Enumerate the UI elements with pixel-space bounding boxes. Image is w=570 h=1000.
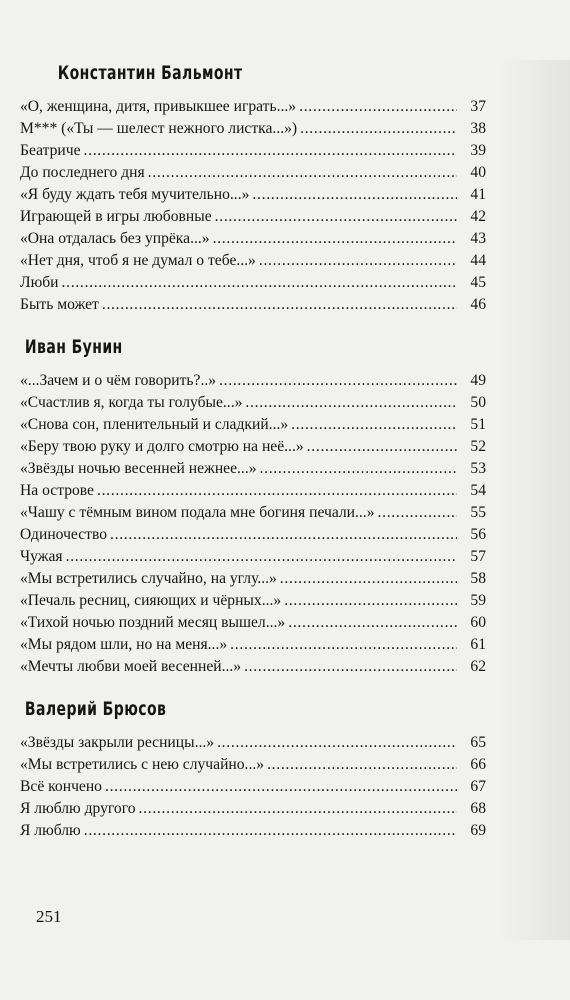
- dot-leader: [215, 206, 457, 228]
- entry-title: Я люблю: [20, 822, 81, 839]
- dot-leader: [84, 820, 457, 842]
- entry-page: 50: [470, 394, 486, 411]
- toc-entry[interactable]: [20, 414, 486, 436]
- entry-page: 61: [470, 636, 486, 653]
- entry-page: 60: [470, 614, 486, 631]
- entry-title: «Счастлив я, когда ты голубые...»: [20, 394, 243, 411]
- entry-title: М*** («Ты — шелест нежного листка...»): [20, 120, 298, 137]
- dot-leader: [260, 458, 457, 480]
- toc-entry[interactable]: [20, 568, 486, 590]
- page-number: 251: [36, 907, 62, 926]
- entry-title: «Звёзды закрыли ресницы...»: [20, 734, 215, 751]
- entry-title: Чужая: [20, 548, 63, 565]
- entry-title: На острове: [20, 482, 94, 499]
- entry-page: 62: [470, 658, 486, 675]
- author-heading: Валерий Брюсов: [24, 698, 167, 720]
- toc-entry[interactable]: [20, 798, 486, 820]
- entry-title: Люби: [20, 274, 59, 291]
- toc-entry[interactable]: [20, 634, 486, 656]
- toc-entry[interactable]: [20, 118, 486, 140]
- entry-page: 52: [470, 438, 486, 455]
- toc-entry[interactable]: [20, 96, 486, 118]
- entry-title: «Мы рядом шли, но на меня...»: [20, 636, 228, 653]
- author-heading: Иван Бунин: [24, 336, 123, 358]
- dot-leader: [139, 798, 457, 820]
- toc-list: [20, 96, 486, 316]
- dot-leader: [110, 524, 457, 546]
- dot-leader: [105, 776, 457, 798]
- toc-entry[interactable]: [20, 524, 486, 546]
- dot-leader: [230, 634, 457, 656]
- entry-page: 44: [470, 252, 486, 269]
- entry-title: «Я буду ждать тебя мучительно...»: [20, 186, 250, 203]
- entry-title: Всё кончено: [20, 778, 102, 795]
- entry-page: 55: [470, 504, 486, 521]
- entry-title: «Печаль ресниц, сияющих и чёрных...»: [20, 592, 282, 609]
- toc-entry[interactable]: [20, 590, 486, 612]
- toc-entry[interactable]: [20, 206, 486, 228]
- toc-list: [20, 370, 486, 678]
- dot-leader: [259, 250, 457, 272]
- entry-page: 65: [470, 734, 486, 751]
- entry-page: 57: [470, 548, 486, 565]
- entry-title: «Мечты любви моей весенней...»: [20, 658, 242, 675]
- toc-entry[interactable]: [20, 480, 486, 502]
- entry-page: 38: [470, 120, 486, 137]
- entry-page: 41: [470, 186, 486, 203]
- dot-leader: [378, 502, 458, 524]
- entry-title: «Нет дня, чтоб я не думал о тебе...»: [20, 252, 256, 269]
- entry-page: 58: [470, 570, 486, 587]
- dot-leader: [62, 272, 457, 294]
- dot-leader: [219, 370, 457, 392]
- toc-entry[interactable]: [20, 776, 486, 798]
- entry-page: 45: [470, 274, 486, 291]
- entry-title: «...Зачем и о чём говорить?..»: [20, 372, 217, 389]
- entry-title: «Чашу с тёмным вином подала мне богиня печали...»: [20, 504, 375, 521]
- entry-title: Быть может: [20, 296, 99, 313]
- toc-section-bunin: [20, 334, 486, 678]
- toc-section-balmont: [20, 60, 486, 316]
- entry-title: «Мы встретились случайно, на углу...»: [20, 570, 277, 587]
- toc-entry[interactable]: [20, 458, 486, 480]
- toc-entry[interactable]: [20, 272, 486, 294]
- entry-page: 56: [470, 526, 486, 543]
- dot-leader: [148, 162, 457, 184]
- entry-title: Я люблю другого: [20, 800, 136, 817]
- entry-page: 42: [470, 208, 486, 225]
- entry-page: 49: [470, 372, 486, 389]
- entry-page: 69: [470, 822, 486, 839]
- entry-title: До последнего дня: [20, 164, 145, 181]
- toc-entry[interactable]: [20, 162, 486, 184]
- dot-leader: [66, 546, 457, 568]
- entry-page: 43: [470, 230, 486, 247]
- dot-leader: [284, 590, 457, 612]
- entry-page: 68: [470, 800, 486, 817]
- toc-entry[interactable]: [20, 656, 486, 678]
- toc-entry[interactable]: [20, 612, 486, 634]
- dot-leader: [102, 294, 457, 316]
- entry-title: Одиночество: [20, 526, 108, 543]
- dot-leader: [299, 96, 457, 118]
- dot-leader: [252, 184, 457, 206]
- author-heading: Константин Бальмонт: [57, 62, 243, 84]
- dot-leader: [288, 612, 457, 634]
- toc-section-bryusov: [20, 696, 486, 842]
- dot-leader: [300, 118, 457, 140]
- toc-entry[interactable]: [20, 392, 486, 414]
- toc-entry[interactable]: [20, 820, 486, 842]
- entry-title: «Звёзды ночью весенней нежнее...»: [20, 460, 257, 477]
- entry-page: 67: [470, 778, 486, 795]
- toc-entry[interactable]: [20, 502, 486, 524]
- entry-page: 53: [470, 460, 486, 477]
- entry-title: «О, женщина, дитя, привыкшее играть...»: [20, 98, 297, 115]
- toc-entry[interactable]: [20, 546, 486, 568]
- entry-page: 37: [470, 98, 486, 115]
- dot-leader: [97, 480, 457, 502]
- dot-leader: [84, 140, 458, 162]
- entry-title: «Беру твою руку и долго смотрю на неё...»: [20, 438, 304, 455]
- toc-entry[interactable]: [20, 250, 486, 272]
- toc-entry[interactable]: [20, 294, 486, 316]
- entry-title: «Она отдалась без упрёка...»: [20, 230, 210, 247]
- table-of-contents: [20, 60, 486, 860]
- entry-page: 66: [470, 756, 486, 773]
- toc-entry[interactable]: [20, 732, 486, 754]
- dot-leader: [267, 754, 457, 776]
- dot-leader: [217, 732, 457, 754]
- entry-title: Играющей в игры любовные: [20, 208, 212, 225]
- dot-leader: [280, 568, 457, 590]
- dot-leader: [245, 392, 457, 414]
- dot-leader: [307, 436, 457, 458]
- toc-entry[interactable]: [20, 436, 486, 458]
- toc-list: [20, 732, 486, 842]
- toc-entry[interactable]: [20, 228, 486, 250]
- dot-leader: [291, 414, 457, 436]
- entry-page: 39: [470, 142, 486, 159]
- dot-leader: [244, 656, 457, 678]
- entry-title: Беатриче: [20, 142, 81, 159]
- entry-page: 40: [470, 164, 486, 181]
- entry-title: «Снова сон, пленительный и сладкий...»: [20, 416, 289, 433]
- entry-page: 46: [470, 296, 486, 313]
- entry-page: 59: [470, 592, 486, 609]
- toc-entry[interactable]: [20, 184, 486, 206]
- entry-page: 54: [470, 482, 486, 499]
- toc-entry[interactable]: [20, 754, 486, 776]
- dot-leader: [213, 228, 457, 250]
- entry-page: 51: [470, 416, 486, 433]
- entry-title: «Тихой ночью поздний месяц вышел...»: [20, 614, 286, 631]
- toc-entry[interactable]: [20, 370, 486, 392]
- toc-entry[interactable]: [20, 140, 486, 162]
- show-through-shadow: [500, 60, 570, 940]
- entry-title: «Мы встретились с нею случайно...»: [20, 756, 265, 773]
